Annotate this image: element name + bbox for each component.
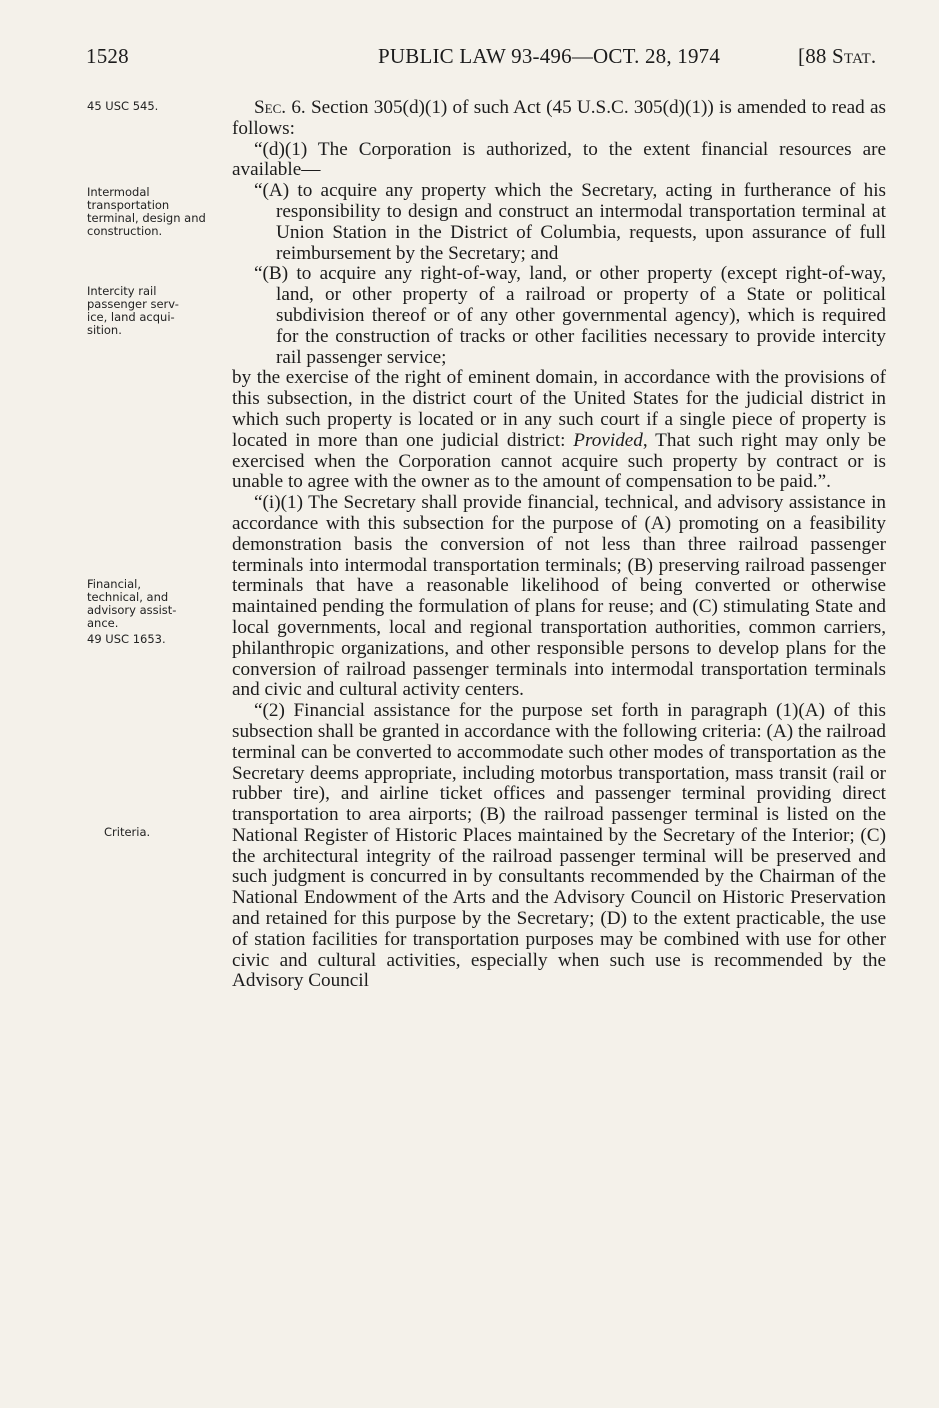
margin-note-land-acquisition: Intercity rail passenger serv- ice, land acqui- sition.: [87, 284, 179, 337]
eminent-domain-text: by the exercise of the right of eminent domain, in accordance with the provisions of this subsection, in the district court of the United States for the judicial district in which such property is located or in any such court if a single piece of property is located in more than one judicial district:: [232, 367, 886, 451]
running-title: PUBLIC LAW 93-496—OCT. 28, 1974: [378, 44, 721, 68]
clause-a: “(A) to acquire any property which the Secretary, acting in furtherance of his responsibility to design and construct an intermodal transportation terminal at Union Station in the District of Columbia, requests, upon assurance of full reimbursement by the Secretary; and: [254, 180, 886, 264]
margin-note-usc-1653: 49 USC 1653.: [87, 632, 166, 646]
section-6-text: 6. Section 305(d)(1) of such Act (45 U.S.C. 305(d)(1)) is amended to read as follows:: [232, 97, 886, 139]
statute-bracket: [88: [798, 44, 833, 68]
eminent-domain-proviso: , That such right may only be exercised when the Corporation cannot acquire such property by contract or is unable to agree with the owner as to the amount of compensation to be paid.”.: [232, 429, 887, 493]
subsection-d1: “(d)(1) The Corporation is authorized, to the extent financial resources are available—: [232, 138, 886, 181]
eminent-domain-paragraph: [232, 368, 886, 493]
margin-note-criteria: Criteria.: [104, 825, 151, 839]
statute-reference: [798, 44, 876, 69]
section-label: Sec.: [254, 97, 287, 118]
section-6-paragraph: [232, 98, 886, 140]
margin-note-financial-assistance: Financial, technical, and advisory assist- ance.: [87, 577, 177, 630]
page-number: 1528: [86, 44, 129, 68]
subsection-i2: “(2) Financial assistance for the purpose set forth in paragraph (1)(A) of this subsection shall be granted in accordance with the following criteria: (A) the railroad terminal can be converted to accommodate such other modes of transportation as the Secretary deems appropriate, including motorbus transportation, mass transit (rail or rubber tire), and airline ticket offices and passenger terminal providing direct transportation to area airports; (B) the railroad passenger terminal is listed on the National Register of Historic Places maintained by the Secretary of the Interior; (C) the architectural integrity of the railroad passenger terminal will be preserved and such judgment is concurred in by consultants recommended by the Chairman of the National Endowment of the Arts and the Advisory Council on Historic Preservation and retained for this purpose by the Secretary; (D) to the extent practicable, the use of station facilities for transportation purposes may be combined with use for other civic and cultural activities, especially when such use is recommended by the Advisory Council: [232, 700, 886, 992]
statute-body: [232, 98, 886, 992]
margin-note-intermodal-terminal: Intermodal transportation terminal, design and construction.: [87, 185, 206, 238]
margin-note-usc-545: 45 USC 545.: [87, 99, 159, 113]
subsection-i1: “(i)(1) The Secretary shall provide financial, technical, and advisory assistance in accordance with this subsection for the purpose of (A) promoting on a feasibility demonstration basis the conversion of not less than three railroad passenger terminals into intermodal transportation terminals; (B) preserving railroad passenger terminals that have a reasonable likelihood of being converted or otherwise maintained pending the formulation of plans for reuse; and (C) stimulating State and local governments, local and regional transportation authorities, common carriers, philanthropic organizations, and other responsible persons to develop plans for the conversion of railroad passenger terminals into intermodal transportation terminals and civic and cultural activity centers.: [232, 492, 886, 701]
statute-label: Stat.: [832, 44, 877, 68]
provided-term: Provided: [573, 429, 643, 451]
clause-b: “(B) to acquire any right-of-way, land, or other property (except right-of-way, land, or other property of a railroad or property of a State or political subdivision thereof or of any other governmental agency), which is required for the construction of tracks or other facilities necessary to provide intercity rail passenger service;: [254, 263, 886, 368]
